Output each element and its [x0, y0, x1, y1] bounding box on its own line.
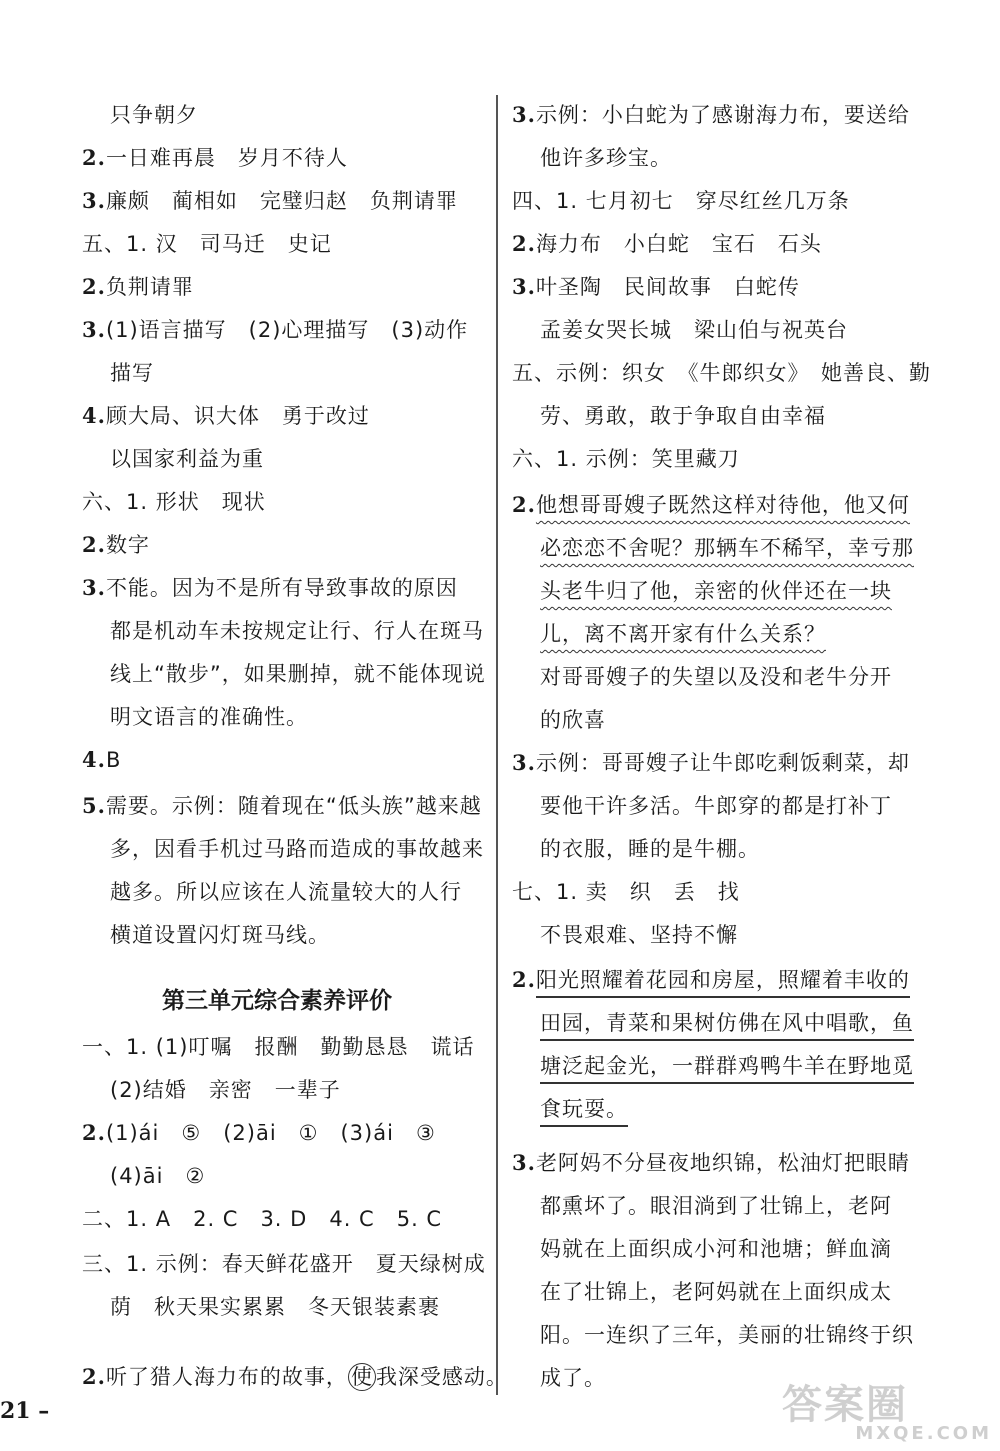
section-title: 第三单元综合素养评价	[162, 988, 392, 1014]
text-line: 他许多珍宝。	[540, 146, 672, 170]
answer-line	[82, 791, 482, 821]
wavy-underlined-text: 他想哥哥嫂子既然这样对待他，他又何	[535, 493, 910, 517]
item-number: 3.	[82, 575, 106, 600]
item-number: 2.	[512, 231, 536, 256]
watermark-sub: MXQE.COM	[855, 1423, 992, 1444]
section-answer-line: 三、1. 示例：春天鲜花盛开 夏天绿树成	[82, 1252, 486, 1276]
item-number: 3.	[82, 188, 106, 213]
underlined-line	[540, 1094, 628, 1124]
answer-text: 不能。因为不是所有导致事故的原因	[105, 576, 458, 600]
text-line: 都熏坏了。眼泪淌到了壮锦上，老阿	[540, 1194, 892, 1218]
text-line: 在了壮锦上，老阿妈就在上面织成太	[540, 1280, 892, 1304]
answer-text: 负荆请罪	[105, 275, 194, 299]
text-line: 多，因看手机过马路而造成的事故越来	[110, 837, 484, 861]
item-number: 3.	[512, 274, 536, 299]
text-line: 明文语言的准确性。	[110, 705, 308, 729]
text-line: 线上“散步”，如果删掉，就不能体现说	[110, 662, 486, 686]
answer-line	[512, 490, 910, 520]
answer-text: 示例：哥哥嫂子让牛郎吃剩饭剩菜，却	[535, 751, 910, 775]
watermark	[782, 1382, 992, 1447]
answer-text: 廉颇 蔺相如 完璧归赵 负荆请罪	[105, 189, 458, 213]
answer-text: 我深受感动。	[375, 1365, 508, 1389]
item-number: 2.	[82, 1364, 106, 1389]
text-line: 的衣服，睡的是牛棚。	[540, 837, 760, 861]
section-answer-line: 五、1. 汉 司马迁 史记	[82, 232, 332, 256]
section-answer-line: 六、1. 形状 现状	[82, 490, 266, 514]
underlined-text: 田园，青菜和果树仿佛在风中唱歌，鱼	[540, 1011, 914, 1041]
watermark-main: 答案圈	[782, 1382, 908, 1428]
answer-line	[82, 186, 458, 216]
answer-text: B	[105, 748, 122, 772]
answer-text: 需要。示例：随着现在“低头族”越来越	[105, 794, 482, 818]
answer-line	[512, 965, 910, 995]
answer-line	[82, 530, 150, 560]
answer-line	[512, 229, 822, 259]
section-answer-line: 二、1. A 2. C 3. D 4. C 5. C	[82, 1207, 443, 1231]
text-line: 妈就在上面织成小河和池塘；鲜血滴	[540, 1237, 892, 1261]
item-number: 2.	[82, 532, 106, 557]
text-line: 成了。	[540, 1366, 606, 1390]
underlined-line	[540, 1051, 914, 1081]
text-line: 不畏艰难、坚持不懈	[540, 923, 738, 947]
underlined-text: 阳光照耀着花园和房屋，照耀着丰收的	[536, 968, 910, 998]
section-answer-line: 七、1. 卖 织 丢 找	[512, 880, 740, 904]
item-number: 4.	[82, 403, 106, 428]
answer-text: (1)ái ⑤ (2)āi ① (3)ái ③	[105, 1121, 436, 1145]
answer-text: (1)语言描写 (2)心理描写 (3)动作	[105, 318, 469, 342]
item-number: 3.	[512, 750, 536, 775]
wavy-underlined-line: 必恋恋不舍呢？那辆车不稀罕，幸亏那	[540, 536, 914, 560]
text-line: 阳。一连织了三年，美丽的壮锦终于织	[540, 1323, 914, 1347]
underlined-line	[540, 1008, 914, 1038]
text-line: 横道设置闪灯斑马线。	[110, 923, 330, 947]
item-number: 3.	[82, 317, 106, 342]
section-answer-line: 四、1. 七月初七 穿尽红丝几万条	[512, 189, 850, 213]
answer-line	[82, 745, 121, 775]
answer-line	[82, 315, 468, 345]
wavy-underlined-line: 儿，离不离开家有什么关系？	[540, 622, 826, 646]
item-number: 3.	[512, 1150, 536, 1175]
answer-line	[512, 748, 910, 778]
answer-line	[82, 573, 458, 603]
answer-line	[82, 143, 348, 173]
item-number: 2.	[82, 1120, 106, 1145]
answer-text: 听了猎人海力布的故事，	[105, 1365, 348, 1389]
text-line: 荫 秋天果实累累 冬天银装素裹	[110, 1295, 440, 1319]
answer-text: 数字	[105, 533, 150, 557]
text-line: 要他干许多活。牛郎穿的都是打补丁	[540, 794, 892, 818]
underlined-text: 食玩耍。	[540, 1097, 628, 1127]
item-number: 2.	[82, 274, 106, 299]
item-number: 5.	[82, 793, 106, 818]
answer-text: 示例：小白蛇为了感谢海力布，要送给	[535, 103, 910, 127]
text-line: 孟姜女哭长城 梁山伯与祝英台	[540, 318, 848, 342]
answer-line	[82, 272, 194, 302]
text-line: 描写	[110, 361, 154, 385]
item-number: 2.	[82, 145, 106, 170]
answer-text: 顾大局、识大体 勇于改过	[105, 404, 370, 428]
item-number: 4.	[82, 747, 106, 772]
answer-line	[82, 401, 370, 431]
circled-character: 使	[348, 1363, 376, 1391]
page-number: 21 –	[0, 1398, 50, 1424]
item-number: 2.	[512, 967, 536, 992]
section-answer-line: 一、1. (1)叮嘱 报酬 勤勤恳恳 谎话	[82, 1035, 475, 1059]
text-line: 越多。所以应该在人流量较大的人行	[110, 880, 462, 904]
text-line: 的欣喜	[540, 708, 606, 732]
answer-line	[512, 272, 800, 302]
section-answer-line: 五、示例：织女 《牛郎织女》 她善良、勤	[512, 361, 931, 385]
answer-line	[512, 1148, 910, 1178]
answer-text: 老阿妈不分昼夜地织锦，松油灯把眼睛	[535, 1151, 910, 1175]
answer-line	[512, 100, 910, 130]
text-line: (2)结婚 亲密 一辈子	[110, 1078, 341, 1102]
text-line: 对哥哥嫂子的失望以及没和老牛分开	[540, 665, 892, 689]
text-line: 只争朝夕	[110, 103, 198, 127]
text-line: (4)āi ②	[110, 1164, 206, 1188]
answer-text: 叶圣陶 民间故事 白蛇传	[535, 275, 800, 299]
text-line: 都是机动车未按规定让行、行人在斑马	[110, 619, 484, 643]
answer-line	[82, 1118, 436, 1148]
answer-text: 海力布 小白蛇 宝石 石头	[535, 232, 822, 256]
answer-line	[82, 1362, 508, 1392]
text-line: 以国家利益为重	[110, 447, 264, 471]
item-number: 2.	[512, 492, 536, 517]
section-answer-line: 六、1. 示例：笑里藏刀	[512, 447, 740, 471]
text-line: 劳、勇敢，敢于争取自由幸福	[540, 404, 826, 428]
column-divider	[496, 95, 498, 1395]
wavy-underlined-line: 头老牛归了他，亲密的伙伴还在一块	[540, 579, 892, 603]
item-number: 3.	[512, 102, 536, 127]
answer-text: 一日难再晨 岁月不待人	[105, 146, 348, 170]
underlined-text: 塘泛起金光，一群群鸡鸭牛羊在野地觅	[540, 1054, 914, 1084]
